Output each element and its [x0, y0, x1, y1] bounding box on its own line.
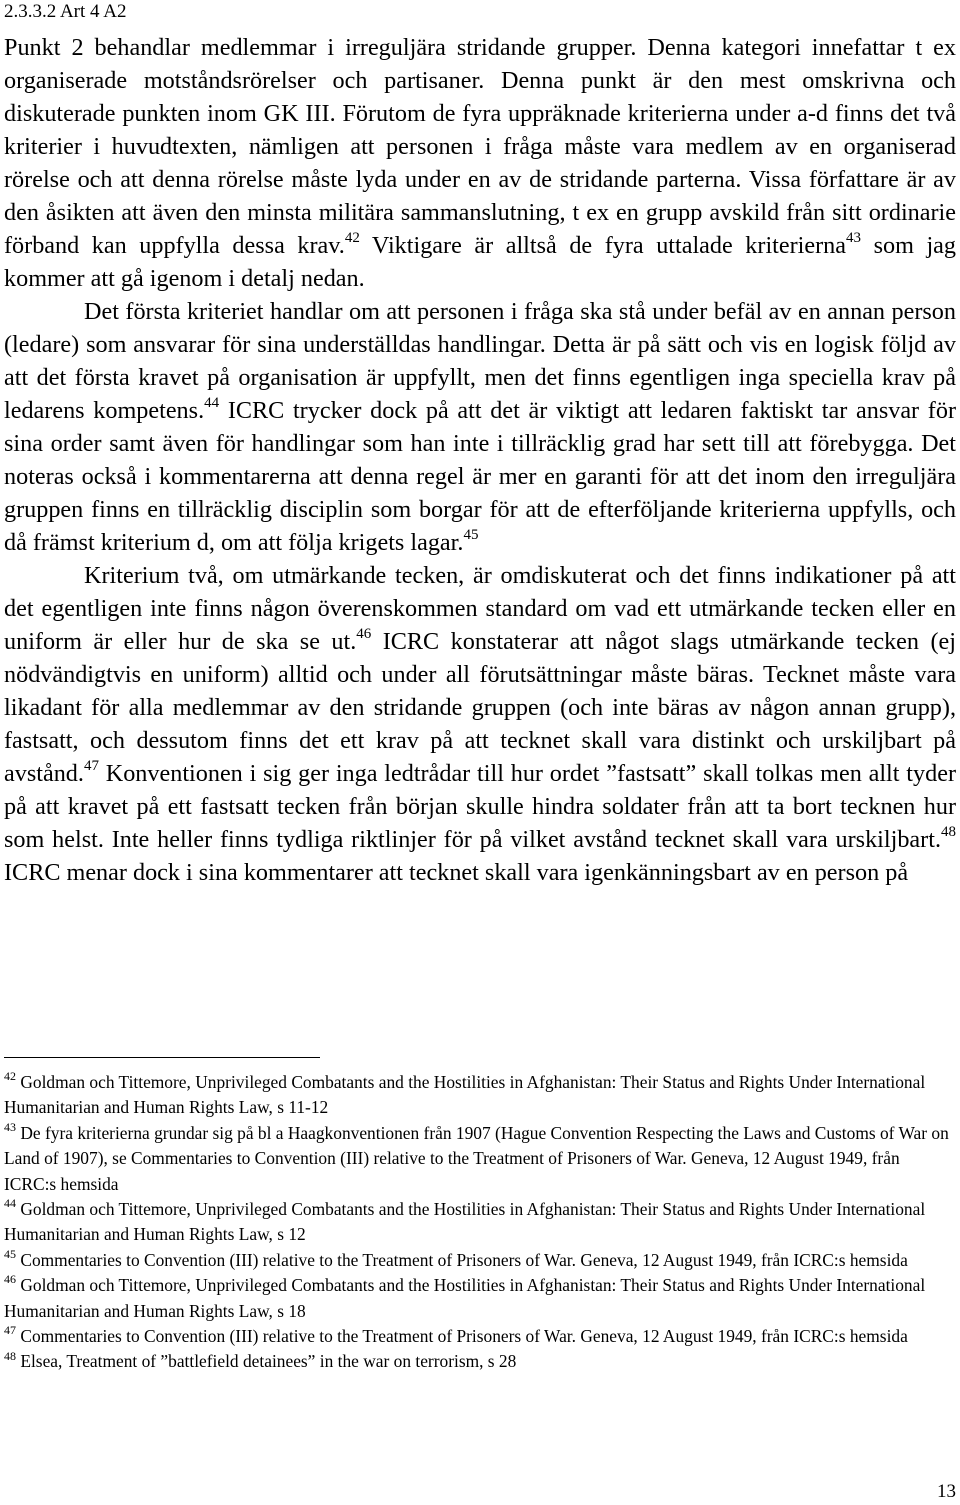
footnote-ref-47[interactable]: 47 [83, 757, 99, 774]
footnote-text: Goldman och Tittemore, Unprivileged Combatants and the Hostilities in Afghanistan: Their Status and Rights Under International Humanitarian and Human Rights Law, s 12 [4, 1199, 926, 1245]
footnote-number: 42 [4, 1069, 16, 1084]
footnote-text: Goldman och Tittemore, Unprivileged Combatants and the Hostilities in Afghanistan: Their Status and Rights Under International Humanitarian and Human Rights Law, s 11-12 [4, 1072, 926, 1118]
text-run: Det första kriteriet handlar om att personen i fråga ska stå under befäl av en annan person (ledare) som ansvarar för sina underställdas handlingar. Detta är på sätt och vis en logisk följd av att det första kravet på organisation är uppfyllt, men det finns egentligen inga speciella krav på ledarens kompetens. [4, 298, 956, 424]
section-heading: 2.3.3.2 Art 4 A2 [4, 1, 127, 22]
footnote-number: 47 [4, 1323, 16, 1338]
footnote-text: Commentaries to Convention (III) relative to the Treatment of Prisoners of War. Geneva, 12 August 1949, från ICRC:s hemsida [16, 1249, 908, 1270]
footnote-ref-43[interactable]: 43 [846, 229, 862, 246]
body-text [4, 31, 956, 889]
footnote-ref-45[interactable]: 45 [463, 526, 479, 543]
text-run: Kriterium två, om utmärkande tecken, är omdiskuterat och det finns indikationer på att det egentligen inte finns någon överenskommen standard om vad ett utmärkande tecken eller en uniform är eller hur de ska se ut. [4, 562, 956, 655]
text-run: ICRC trycker dock på att det är viktigt att ledaren faktiskt tar ansvar för sina order samt även för handlingar som han inte i tillräcklig grad har sett till att förebygga. Det noteras också i kommentarerna att denna regel är mer en garanti för att det inom den irreguljära gruppen finns en tillräcklig disciplin som borgar för att de efterföljande kriterierna uppfylls, och då främst kriterium d, om att följa krigets lagar. [4, 397, 957, 556]
paragraph-3 [4, 559, 956, 889]
page-number: 13 [937, 1481, 956, 1502]
footnote-ref-42[interactable]: 42 [344, 229, 360, 246]
footnotes [4, 1070, 956, 1375]
text-run: ICRC konstaterar att något slags utmärkande tecken (ej nödvändigtvis en uniform) alltid och under all förutsättningar måste bäras. Tecknet måste vara likadant för alla medlemmar av den stridande gruppen (och inte bäras av någon annan grupp), fastsatt, och dessutom finns det ett krav på att tecknet skall vara distinkt och urskiljbart på avstånd. [4, 628, 956, 787]
footnote-45 [4, 1248, 956, 1273]
text-run: som jag kommer att gå igenom i detalj nedan. [4, 232, 957, 292]
footnote-48 [4, 1349, 956, 1374]
footnote-ref-48[interactable]: 48 [941, 823, 956, 840]
footnote-number: 43 [4, 1120, 16, 1135]
footnote-text: Commentaries to Convention (III) relative to the Treatment of Prisoners of War. Geneva, 12 August 1949, från ICRC:s hemsida [16, 1326, 908, 1347]
footnote-43 [4, 1121, 956, 1197]
text-run: Punkt 2 behandlar medlemmar i irreguljära stridande grupper. Denna kategori innefattar t ex organiserade motståndsrörelser och partisaner. Denna punkt är den mest omskrivna och diskuterade punkten inom GK III. Förutom de fyra uppräknade kriterierna under a-d finns det två kriterier i huvudtexten, nämligen att personen i fråga måste vara medlem av en organiserad rörelse och att denna rörelse måste lyda under en av de stridande parterna. Vissa författare är av den åsikten att även den minsta militära sammanslutning, t ex en grupp avskild från sitt ordinarie förband kan uppfylla dessa krav. [4, 34, 956, 259]
footnote-ref-44[interactable]: 44 [204, 394, 220, 411]
footnote-separator [4, 1057, 320, 1058]
footnote-42 [4, 1070, 956, 1121]
text-run: Viktigare är alltså de fyra uttalade kriterierna [359, 232, 847, 259]
footnote-number: 46 [4, 1272, 16, 1287]
footnote-number: 48 [4, 1348, 16, 1363]
footnote-47 [4, 1324, 956, 1349]
paragraph-1 [4, 31, 956, 295]
footnote-number: 44 [4, 1196, 16, 1211]
footnote-44 [4, 1197, 956, 1248]
footnote-text: Elsea, Treatment of ”battlefield detainees” in the war on terrorism, s 28 [16, 1351, 517, 1372]
footnote-text: De fyra kriterierna grundar sig på bl a Haagkonventionen från 1907 (Hague Convention Respecting the Laws and Customs of War on Land of 1907), se Commentaries to Convention (III) relative to the Treatment of Prisoners of War. Geneva, 12 August 1949, från ICRC:s hemsida [4, 1122, 949, 1194]
footnote-46 [4, 1273, 956, 1324]
text-run: Konventionen i sig ger inga ledtrådar till hur ordet ”fastsatt” skall tolkas men allt tyder på att kravet på ett fastsatt tecken från början skulle hindra soldater från att ta bort tecknen hur som helst. Inte heller finns tydliga riktlinjer för på vilket avstånd tecknet skall vara urskiljbart. [4, 760, 956, 853]
footnote-text: Goldman och Tittemore, Unprivileged Combatants and the Hostilities in Afghanistan: Their Status and Rights Under International Humanitarian and Human Rights Law, s 18 [4, 1275, 926, 1321]
footnote-ref-46[interactable]: 46 [356, 625, 372, 642]
footnote-number: 45 [4, 1247, 16, 1262]
text-run: ICRC menar dock i sina kommentarer att tecknet skall vara igenkänningsbart av en person på [4, 859, 909, 886]
paragraph-2 [4, 295, 956, 559]
